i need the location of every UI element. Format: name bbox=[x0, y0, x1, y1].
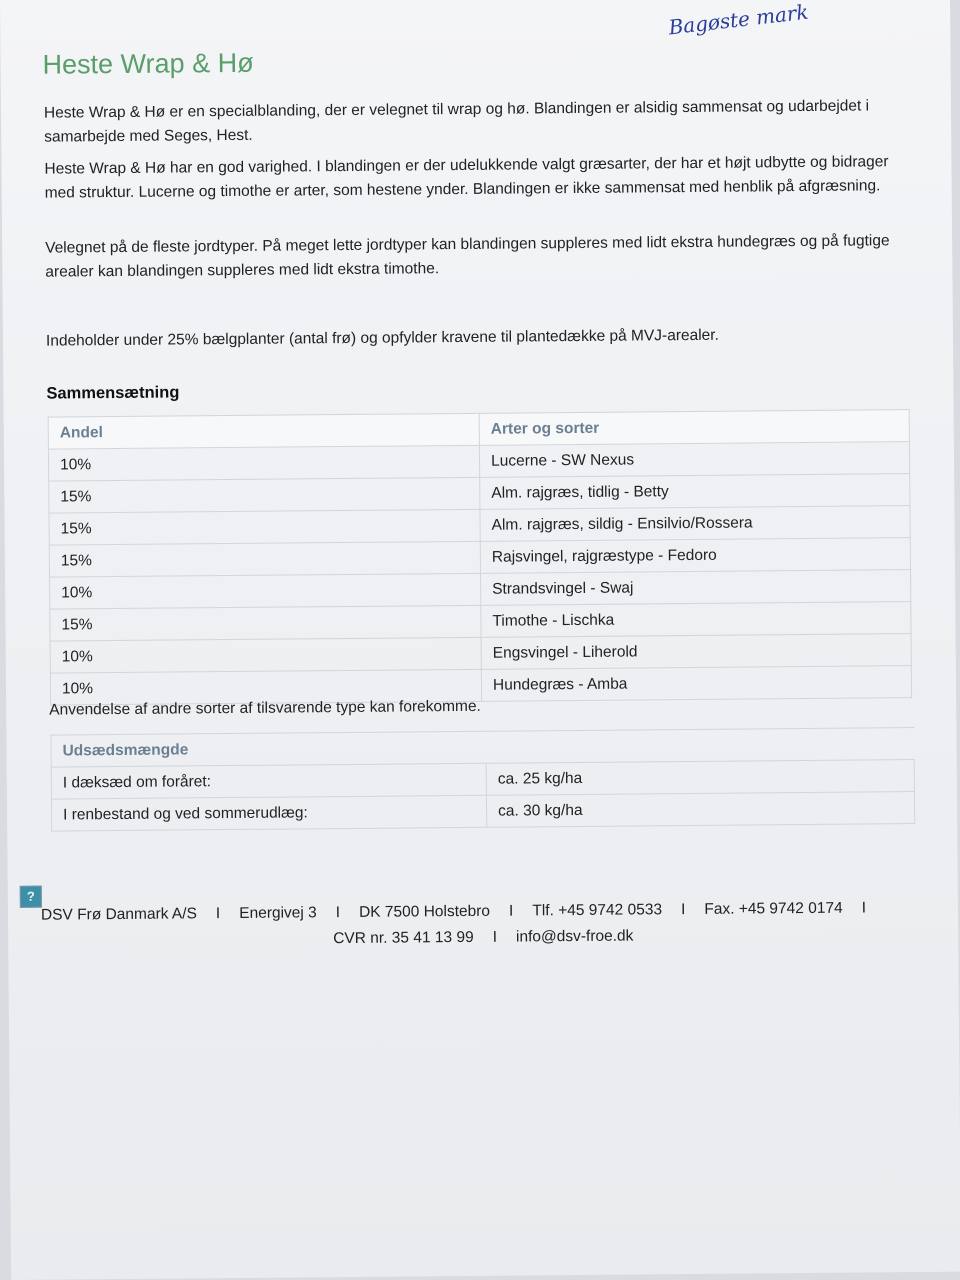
footer-line-2 bbox=[333, 928, 633, 949]
intro-paragraph: Heste Wrap & Hø er en specialblanding, der er velegnet til wrap og hø. Blandingen er alsidig sammensat og udarbejdet i samarbejde med Seges, Hest. bbox=[43, 97, 870, 146]
seeding-heading: Udsædsmængde bbox=[51, 731, 486, 767]
footer-separator: I bbox=[861, 899, 867, 917]
footer-line-1 bbox=[41, 899, 885, 924]
species-cell: Hundegræs - Amba bbox=[481, 666, 911, 702]
species-cell: Lucerne - SW Nexus bbox=[479, 442, 909, 478]
column-header-share: Andel bbox=[48, 413, 479, 449]
footer-separator: I bbox=[492, 928, 498, 946]
species-cell: Strandsvingel - Swaj bbox=[481, 570, 911, 606]
legume-paragraph: Indeholder under 25% bælgplanter (antal frø) og opfylder kravene til plantedække på MVJ-arealer. bbox=[45, 326, 719, 350]
footer-separator: I bbox=[215, 905, 221, 923]
table-row bbox=[50, 666, 911, 706]
footer-separator: I bbox=[680, 901, 686, 919]
seeding-header-blank bbox=[486, 728, 914, 764]
company-fax: Fax. +45 9742 0174 bbox=[704, 899, 843, 918]
seeding-method-cell: I dæksæd om foråret: bbox=[51, 763, 486, 799]
share-cell: 10% bbox=[50, 669, 481, 705]
help-icon[interactable]: ? bbox=[20, 886, 42, 908]
share-cell: 15% bbox=[49, 541, 480, 577]
share-cell: 15% bbox=[50, 605, 481, 641]
composition-table bbox=[48, 409, 912, 706]
seeding-rate-cell: ca. 25 kg/ha bbox=[486, 760, 914, 796]
company-name: DSV Frø Danmark A/S bbox=[40, 905, 197, 924]
species-cell: Alm. rajgræs, sildig - Ensilvio/Rossera bbox=[480, 506, 910, 542]
page-title: Heste Wrap & Hø bbox=[42, 47, 254, 80]
durability-paragraph: Heste Wrap & Hø har en god varighed. I blandingen er der udelukkende valgt græsarter, der har et højt udbytte og bidrager med struktur. Lucerne og timothe er arter, som hestene ynder. Blandingen er ikke sammensat med henblik på afgræsning. bbox=[44, 153, 889, 202]
species-cell: Engsvingel - Liherold bbox=[481, 634, 911, 670]
species-cell: Alm. rajgræs, tidlig - Betty bbox=[480, 474, 910, 510]
footer-separator: I bbox=[508, 902, 514, 920]
company-city: DK 7500 Holstebro bbox=[358, 902, 491, 921]
share-cell: 15% bbox=[49, 509, 480, 545]
company-cvr: CVR nr. 35 41 13 99 bbox=[333, 928, 474, 948]
table-row bbox=[51, 792, 914, 832]
seeding-rate-cell: ca. 30 kg/ha bbox=[486, 792, 914, 828]
composition-note: Anvendelse af andre sorter af tilsvarende type kan forekomme. bbox=[49, 697, 481, 719]
handwritten-note: Bagøste mark bbox=[667, 0, 810, 40]
share-cell: 10% bbox=[50, 637, 481, 673]
soil-paragraph: Velegnet på de fleste jordtyper. På meget lette jordtyper kan blandingen suppleres med lidt ekstra hundegræs og på fugtige arealer kan blandingen suppleres med lidt ekstra timothe. bbox=[45, 232, 890, 281]
share-cell: 10% bbox=[48, 445, 479, 481]
seeding-method-cell: I renbestand og ved sommerudlæg: bbox=[51, 795, 486, 831]
share-cell: 15% bbox=[49, 477, 480, 513]
share-cell: 10% bbox=[50, 573, 481, 609]
company-street: Energivej 3 bbox=[239, 904, 317, 922]
seeding-table bbox=[50, 727, 915, 832]
species-cell: Timothe - Lischka bbox=[481, 602, 911, 638]
footer-separator: I bbox=[335, 904, 341, 922]
composition-heading: Sammensætning bbox=[46, 383, 180, 403]
column-header-species: Arter og sorter bbox=[479, 410, 909, 446]
company-email[interactable]: info@dsv-froe.dk bbox=[515, 927, 634, 946]
company-phone: Tlf. +45 9742 0533 bbox=[532, 901, 663, 920]
species-cell: Rajsvingel, rajgræstype - Fedoro bbox=[480, 538, 910, 574]
